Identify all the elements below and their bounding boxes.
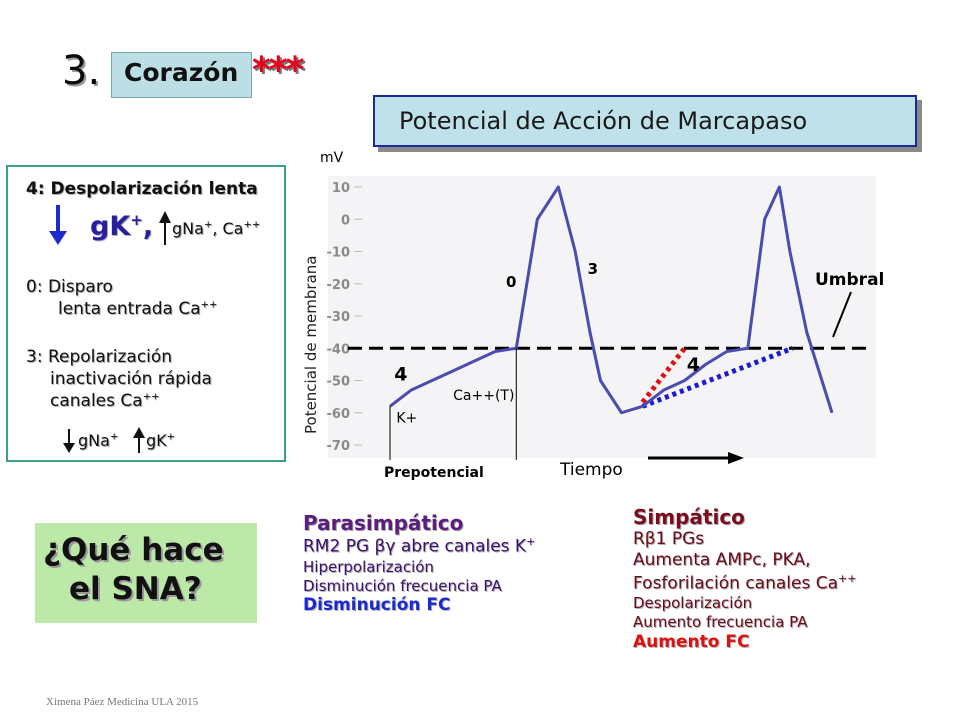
y-tick-label: -70	[326, 439, 350, 454]
gk-sup: +	[130, 211, 143, 229]
y-axis-label: Potencial de membrana	[302, 255, 320, 434]
phase3-gk-text: gK	[146, 431, 167, 450]
up-arrow-icon	[158, 211, 172, 247]
parasympathetic-block	[303, 511, 535, 617]
phase0-title: 0: Disparo	[26, 277, 113, 297]
gna-sup: +	[203, 219, 213, 231]
slide-title: Potencial de Acción de Marcapaso	[373, 95, 917, 147]
phase0-desc	[58, 299, 217, 319]
k-annotation: K+	[396, 410, 418, 427]
ca-annotation: Ca++(T)	[453, 387, 515, 404]
sympathetic-line3	[633, 572, 856, 595]
comma: ,	[142, 211, 154, 242]
gna-label: gNa	[172, 219, 204, 238]
phase3-gna	[78, 431, 118, 450]
y-tick-label: -50	[326, 374, 350, 390]
up-arrow-small-icon	[132, 427, 146, 455]
question-line2: el SNA?	[69, 570, 202, 607]
parasympathetic-line1-sup: +	[526, 535, 536, 548]
parasympathetic-line2: Hiperpolarización	[303, 557, 434, 576]
phase3-title: 3: Repolarización	[26, 347, 173, 367]
y-tick-label: -10	[326, 245, 350, 261]
threshold-label: Umbral	[815, 270, 885, 290]
gk-label: gK	[90, 211, 131, 242]
slide-number: 3.	[62, 48, 101, 94]
x-axis-label: Tiempo	[560, 460, 623, 480]
footer-credit: Ximena Páez Medicina ULA 2015	[46, 696, 199, 708]
ca-sup: ++	[243, 219, 261, 231]
unit-label: mV	[320, 150, 344, 166]
parasympathetic-line1-text: RM2 PG βγ abre canales K	[303, 536, 527, 557]
parasympathetic-line1	[303, 535, 535, 558]
y-tick-label: 10	[331, 181, 350, 196]
phase4-gk	[90, 211, 153, 243]
phase4-title	[26, 179, 258, 199]
phase3-gna-text: gNa	[78, 431, 110, 450]
phase3-gk-sup: +	[166, 431, 176, 443]
phase3-line2-sup: ++	[142, 391, 160, 403]
sympathetic-block	[633, 505, 856, 653]
y-tick-label: 0	[340, 213, 350, 229]
ca-label: , Ca	[212, 219, 244, 238]
sympathetic-line1: Rβ1 PGs	[633, 529, 705, 549]
down-arrow-small-icon	[62, 429, 76, 455]
phase3-line2	[50, 391, 159, 411]
y-tick-label: -40	[326, 342, 350, 358]
question-line1: ¿Qué hace	[43, 532, 224, 568]
phase-label-4b: 4	[686, 353, 701, 376]
phase3-gna-sup: +	[109, 431, 119, 443]
phase0-sup: ++	[200, 299, 218, 311]
sympathetic-line6: Aumento FC	[633, 631, 750, 652]
sympathetic-line2: Aumenta AMPc, PKA,	[633, 550, 811, 571]
phase3-line1: inactivación rápida	[50, 369, 212, 389]
down-arrow-icon	[46, 205, 70, 247]
parasympathetic-line4: Disminución FC	[303, 595, 451, 616]
y-tick-label: -60	[326, 406, 350, 422]
phase0-desc-text: lenta entrada Ca	[58, 299, 201, 319]
prepotential-label: Prepotencial	[384, 465, 484, 481]
phase-label-0: 0	[505, 272, 517, 291]
phase-label-4a: 4	[394, 363, 408, 386]
parasympathetic-title: Parasimpático	[303, 511, 464, 535]
phase3-gk	[146, 431, 175, 450]
sympathetic-line4: Despolarización	[633, 594, 753, 613]
phase4-title-text: 4: Despolarización lenta	[26, 179, 258, 199]
section-label: Corazón	[111, 52, 252, 98]
importance-stars: ***	[252, 50, 303, 91]
phase-label-3: 3	[587, 260, 599, 279]
sna-question-box	[35, 523, 257, 623]
y-tick-label: -20	[326, 277, 350, 293]
phases-box	[6, 165, 286, 462]
sympathetic-title: Simpático	[633, 505, 745, 529]
parasympathetic-line3: Disminución frecuencia PA	[303, 576, 502, 595]
phase4-gna-ca	[172, 219, 260, 238]
sympathetic-line3-text: Fosforilación canales Ca	[633, 573, 839, 594]
sympathetic-line5: Aumento frecuencia PA	[633, 613, 808, 632]
action-potential-chart	[292, 148, 892, 488]
phase3-line2-text: canales Ca	[50, 391, 143, 411]
sympathetic-line3-sup: ++	[838, 571, 857, 585]
y-tick-label: -30	[326, 310, 350, 325]
